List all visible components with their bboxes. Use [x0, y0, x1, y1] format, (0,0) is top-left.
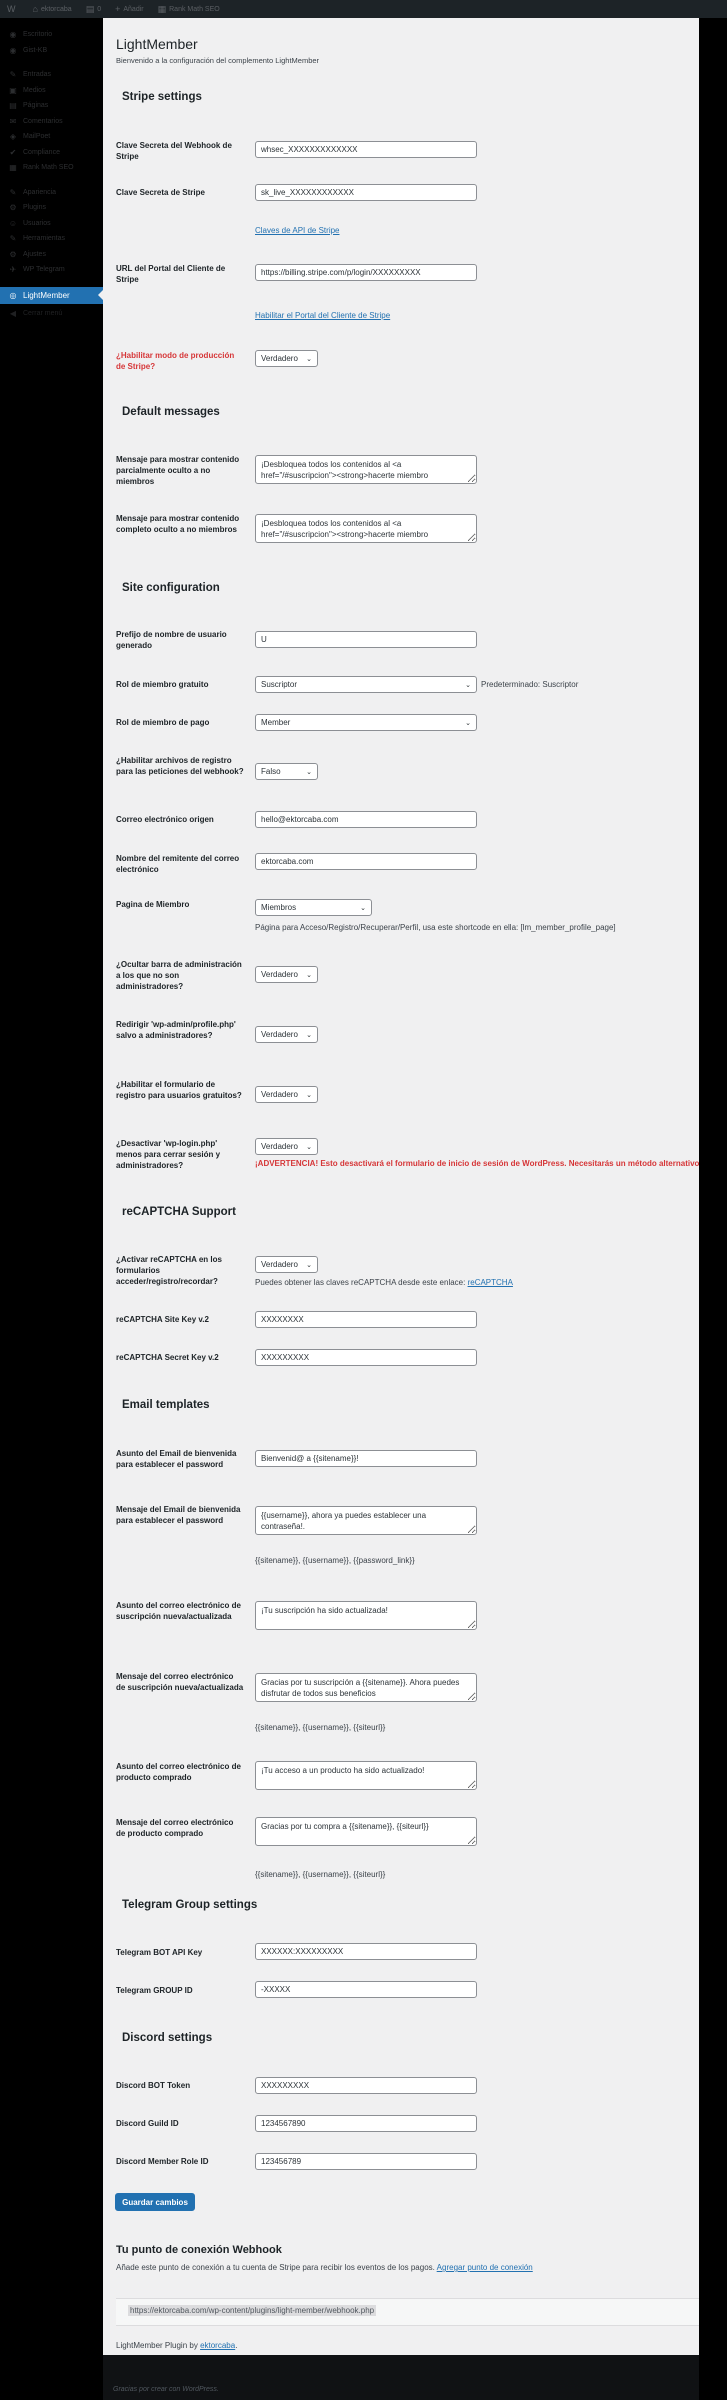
footer-thanks: Gracias por crear con WordPress.	[113, 2386, 219, 2393]
add-endpoint-link[interactable]: Agregar punto de conexión	[436, 2263, 533, 2272]
disable-login-select[interactable]	[255, 1138, 318, 1155]
lightmember-icon: ◎	[9, 290, 17, 300]
page-icon: ▤	[9, 101, 17, 111]
telegram-group-id-input[interactable]: -XXXXX	[255, 1981, 477, 1998]
chevron-down-icon: ⌄	[306, 1261, 312, 1269]
dashboard-icon: ◉	[9, 30, 17, 40]
stripe-portal-enable-link[interactable]: Habilitar el Portal del Cliente de Stripe	[255, 311, 391, 320]
sidebar-item-medios[interactable]	[0, 83, 103, 99]
product-subject-textarea[interactable]: ¡Tu acceso a un producto ha sido actualizado!	[255, 1761, 477, 1790]
free-role-default: Predeterminado: Suscriptor	[481, 680, 579, 689]
welcome-message-label: Mensaje del Email de bienvenida para establecer el password	[116, 1505, 241, 1525]
webhook-secret-input[interactable]: whsec_XXXXXXXXXXXXX	[255, 141, 477, 158]
sidebar-item-plugins[interactable]	[0, 200, 103, 216]
welcome-tags: {{sitename}}, {{username}}, {{password_link}}	[255, 1556, 415, 1565]
full-message-label: Mensaje para mostrar contenido completo oculto a no miembros	[116, 514, 240, 534]
sidebar-item-label: Páginas	[23, 102, 49, 110]
page-subtitle: Bienvenido a la configuración del complemento LightMember	[116, 56, 320, 65]
subscription-message-label: Mensaje del correo electrónico de suscripción nueva/actualizada	[116, 1672, 244, 1692]
chevron-down-icon: ⌄	[306, 768, 312, 776]
recaptcha-section-title: reCAPTCHA Support	[122, 1206, 236, 1218]
stripe-section-title: Stripe settings	[122, 91, 202, 103]
site-section-title: Site configuration	[122, 582, 220, 594]
welcome-subject-label: Asunto del Email de bienvenida para establecer el password	[116, 1449, 237, 1469]
free-registration-label: ¿Habilitar el formulario de registro para usuarios gratuitos?	[116, 1080, 242, 1100]
rank-math-item[interactable]	[151, 0, 227, 18]
scroll-gutter	[699, 18, 727, 2400]
stripe-api-keys-link[interactable]: Claves de API de Stripe	[255, 226, 340, 235]
comment-icon: ▤	[85, 3, 95, 14]
rank-math-icon: ▦	[9, 163, 17, 173]
subscription-message-textarea[interactable]: Gracias por tu suscripción a {{sitename}}. Ahora puedes disfrutar de todos sus beneficios	[255, 1673, 477, 1702]
redirect-profile-label: Redirigir 'wp-admin/profile.php' salvo a administradores?	[116, 1020, 236, 1040]
new-content-item[interactable]	[108, 0, 151, 18]
sidebar-item-mailpoet[interactable]	[0, 129, 103, 145]
discord-role-input[interactable]: 123456789	[255, 2153, 477, 2170]
sidebar-item-label: MailPoet	[23, 133, 51, 141]
product-subject-label: Asunto del correo electrónico de producto comprado	[116, 1762, 241, 1782]
site-name-item[interactable]	[26, 0, 79, 18]
paid-role-select[interactable]	[255, 714, 477, 731]
wrench-icon: ✎	[9, 234, 17, 244]
hide-admin-bar-select[interactable]	[255, 966, 318, 983]
collapse-icon: ◀	[9, 308, 17, 318]
webhook-url-box	[116, 2298, 699, 2326]
partial-message-textarea[interactable]: ¡Desbloquea todos los contenidos al <a href="/#suscripcion"><strong>hacerte miembro	[255, 455, 477, 484]
subscription-subject-label: Asunto del correo electrónico de suscripción nueva/actualizada	[116, 1601, 241, 1621]
redirect-profile-select[interactable]	[255, 1026, 318, 1043]
subscription-tags: {{sitename}}, {{username}}, {{siteurl}}	[255, 1723, 386, 1732]
emails-section-title: Email templates	[122, 1399, 210, 1411]
sidebar-item-label: Apariencia	[23, 188, 57, 196]
admin-sidebar	[0, 18, 103, 2400]
sidebar-item-label: Plugins	[23, 204, 46, 212]
email-from-input[interactable]: hello@ektorcaba.com	[255, 811, 477, 828]
chevron-down-icon: ⌄	[306, 971, 312, 979]
sidebar-item-label: Herramientas	[23, 235, 66, 243]
credit-end: .	[235, 2341, 238, 2350]
production-mode-select[interactable]	[255, 350, 318, 367]
username-prefix-label: Prefijo de nombre de usuario generado	[116, 630, 227, 650]
free-registration-value: Verdadero	[261, 1090, 298, 1099]
comments-item[interactable]	[79, 0, 108, 18]
portal-url-label: URL del Portal del Cliente de Stripe	[116, 264, 226, 284]
username-prefix-input[interactable]: U	[255, 631, 477, 648]
sidebar-item-label: Comentarios	[23, 117, 63, 125]
secret-key-input[interactable]: sk_live_XXXXXXXXXXXX	[255, 184, 477, 201]
secret-key-label: Clave Secreta de Stripe	[116, 188, 205, 197]
discord-section-title: Discord settings	[122, 2032, 213, 2044]
plugin-icon: ⚙	[9, 203, 17, 213]
webhook-log-value: Falso	[261, 767, 281, 776]
chevron-down-icon: ⌄	[306, 1091, 312, 1099]
media-icon: ▣	[9, 85, 17, 95]
home-icon: ⌂	[32, 4, 38, 14]
sidebar-item-label: Usuarios	[23, 219, 51, 227]
user-icon: ☺	[8, 218, 18, 228]
product-message-label: Mensaje del correo electrónico de producto comprado	[116, 1818, 234, 1838]
discord-token-label: Discord BOT Token	[116, 2081, 191, 2090]
paid-role-value: Member	[261, 718, 291, 727]
sidebar-item-label: Ajustes	[23, 250, 46, 258]
product-tags: {{sitename}}, {{username}}, {{siteurl}}	[255, 1870, 386, 1879]
sidebar-item-lightmember[interactable]	[0, 287, 103, 304]
mailpoet-icon: ◈	[9, 132, 17, 142]
admin-footer	[103, 2355, 699, 2400]
sidebar-item-paginas[interactable]	[0, 98, 103, 114]
member-page-desc: Página para Acceso/Registro/Recuperar/Perfil, usa este shortcode en ella: [lm_member_profile_page]	[255, 923, 616, 932]
chevron-down-icon: ⌄	[306, 1143, 312, 1151]
redirect-profile-value: Verdadero	[261, 1030, 298, 1039]
collapse-menu-button[interactable]	[0, 306, 103, 322]
webhook-title: Tu punto de conexión Webhook	[116, 2244, 282, 2256]
welcome-subject-input[interactable]: Bienvenid@ a {{sitename}}!	[255, 1450, 477, 1467]
webhook-secret-label: Clave Secreta del Webhook de Stripe	[116, 141, 232, 161]
chevron-down-icon: ⌄	[306, 1031, 312, 1039]
collapse-menu-label: Cerrar menú	[23, 309, 63, 317]
telegram-group-id-label: Telegram GROUP ID	[116, 1986, 193, 1995]
rank-math-icon: ▦	[157, 3, 167, 14]
production-mode-value: Verdadero	[261, 354, 298, 363]
chevron-down-icon: ⌄	[360, 904, 366, 912]
hide-admin-bar-label: ¿Ocultar barra de administración a los que no son administradores?	[116, 960, 242, 991]
sidebar-item-label: Rank Math SEO	[23, 164, 74, 172]
chevron-down-icon: ⌄	[465, 681, 471, 689]
sidebar-item-gist-kb[interactable]	[0, 43, 103, 59]
recaptcha-site-key-label: reCAPTCHA Site Key v.2	[116, 1315, 209, 1324]
telegram-icon: ✈	[9, 265, 17, 275]
telegram-section-title: Telegram Group settings	[122, 1899, 258, 1911]
chevron-down-icon: ⌄	[465, 719, 471, 727]
sidebar-item-label: Gist-KB	[23, 46, 48, 54]
plus-icon: +	[115, 4, 121, 14]
webhook-log-select[interactable]	[255, 763, 318, 780]
sidebar-item-label: Medios	[23, 86, 46, 94]
sender-name-input[interactable]: ektorcaba.com	[255, 853, 477, 870]
check-icon: ✔	[9, 147, 17, 157]
comments-count: 0	[97, 5, 102, 13]
sidebar-item-label: LightMember	[23, 290, 70, 300]
page-title: LightMember	[116, 36, 198, 52]
sidebar-item-label: Compliance	[23, 148, 60, 156]
brush-icon: ✎	[9, 187, 17, 197]
pin-icon: ✎	[9, 70, 17, 80]
wordpress-icon: W	[7, 4, 16, 14]
messages-section-title: Default messages	[122, 406, 220, 418]
hide-admin-bar-value: Verdadero	[261, 970, 298, 979]
free-role-select[interactable]	[255, 676, 477, 693]
recaptcha-enable-label: ¿Activar reCAPTCHA en los formularios acceder/registro/recordar?	[116, 1255, 222, 1286]
rank-math-label: Rank Math SEO	[169, 5, 220, 13]
disable-login-value: Verdadero	[261, 1142, 298, 1151]
sidebar-item-apariencia[interactable]	[0, 185, 103, 201]
recaptcha-enable-value: Verdadero	[261, 1260, 298, 1269]
kb-icon: ◉	[9, 45, 17, 55]
sidebar-item-label: Escritorio	[23, 31, 53, 39]
discord-role-label: Discord Member Role ID	[116, 2157, 209, 2166]
recaptcha-secret-key-label: reCAPTCHA Secret Key v.2	[116, 1353, 219, 1362]
admin-bar	[0, 0, 727, 18]
recaptcha-secret-key-input[interactable]: XXXXXXXXX	[255, 1349, 477, 1366]
recaptcha-desc-text: Puedes obtener las claves reCAPTCHA desde este enlace:	[255, 1278, 466, 1287]
webhook-desc	[116, 2263, 533, 2272]
settings-icon: ⚙	[9, 249, 17, 259]
plugin-credit	[116, 2341, 237, 2350]
sidebar-item-usuarios[interactable]	[0, 216, 103, 232]
disable-login-label: ¿Desactivar 'wp-login.php' menos para cerrar sesión y administradores?	[116, 1139, 221, 1170]
webhook-url[interactable]: https://ektorcaba.com/wp-content/plugins/light-member/webhook.php	[130, 2306, 375, 2315]
wordpress-logo-item[interactable]	[0, 0, 26, 18]
credit-link[interactable]: ektorcaba	[200, 2341, 236, 2350]
recaptcha-desc	[255, 1278, 513, 1287]
chevron-down-icon: ⌄	[306, 355, 312, 363]
member-page-value: Miembros	[261, 903, 297, 912]
full-message-textarea[interactable]: ¡Desbloquea todos los contenidos al <a href="/#suscripcion"><strong>hacerte miembro	[255, 514, 477, 543]
free-role-label: Rol de miembro gratuito	[116, 680, 209, 689]
sender-name-label: Nombre del remitente del correo electrónico	[116, 854, 240, 874]
sidebar-item-rank-math[interactable]	[0, 160, 103, 176]
free-role-value: Suscriptor	[261, 680, 298, 689]
production-mode-label: ¿Habilitar modo de producción de Stripe?	[116, 351, 235, 371]
partial-message-label: Mensaje para mostrar contenido parcialmente oculto a no miembros	[116, 455, 240, 486]
member-page-label: Pagina de Miembro	[116, 900, 190, 909]
recaptcha-link[interactable]: reCAPTCHA	[467, 1278, 513, 1287]
webhook-log-label: ¿Habilitar archivos de registro para las peticiones del webhook?	[116, 756, 244, 776]
comment-icon: ✉	[9, 116, 17, 126]
new-content-label: Añadir	[123, 5, 144, 13]
recaptcha-site-key-input[interactable]: XXXXXXXX	[255, 1311, 477, 1328]
paid-role-label: Rol de miembro de pago	[116, 718, 210, 727]
product-message-textarea[interactable]: Gracias por tu compra a {{sitename}}, {{siteurl}}	[255, 1817, 477, 1846]
portal-url-input[interactable]: https://billing.stripe.com/p/login/XXXXXXXXX	[255, 264, 477, 281]
sidebar-item-ajustes[interactable]	[0, 247, 103, 263]
sidebar-item-label: WP Telegram	[23, 266, 65, 274]
main-content	[103, 18, 699, 2355]
subscription-subject-textarea[interactable]: ¡Tu suscripción ha sido actualizada!	[255, 1601, 477, 1630]
discord-guild-input[interactable]: 1234567890	[255, 2115, 477, 2132]
webhook-desc-text: Añade este punto de conexión a tu cuenta de Stripe para recibir los eventos de los pagos.	[116, 2263, 435, 2272]
email-from-label: Correo electrónico origen	[116, 815, 214, 824]
credit-text: LightMember Plugin by	[116, 2341, 198, 2350]
discord-token-input[interactable]: XXXXXXXXX	[255, 2077, 477, 2094]
sidebar-item-compliance[interactable]	[0, 145, 103, 161]
sidebar-item-herramientas[interactable]	[0, 231, 103, 247]
disable-login-warning: ¡ADVERTENCIA! Esto desactivará el formulario de inicio de sesión de WordPress. Necesitarás un método alternativo	[255, 1159, 700, 1168]
welcome-message-textarea[interactable]: {{username}}, ahora ya puedes establecer una contraseña!.	[255, 1506, 477, 1535]
telegram-api-key-input[interactable]: XXXXXX:XXXXXXXXX	[255, 1943, 477, 1960]
sidebar-item-comentarios[interactable]	[0, 114, 103, 130]
recaptcha-enable-select[interactable]	[255, 1256, 318, 1273]
member-page-select[interactable]	[255, 899, 372, 916]
free-registration-select[interactable]	[255, 1086, 318, 1103]
site-name-label: ektorcaba	[40, 5, 72, 13]
sidebar-item-label: Entradas	[23, 71, 52, 79]
sidebar-item-escritorio[interactable]	[0, 27, 103, 43]
save-button[interactable]: Guardar cambios	[115, 2193, 195, 2211]
discord-guild-label: Discord Guild ID	[116, 2119, 179, 2128]
sidebar-item-wp-telegram[interactable]	[0, 262, 103, 278]
telegram-api-key-label: Telegram BOT API Key	[116, 1948, 203, 1957]
sidebar-item-entradas[interactable]	[0, 67, 103, 83]
